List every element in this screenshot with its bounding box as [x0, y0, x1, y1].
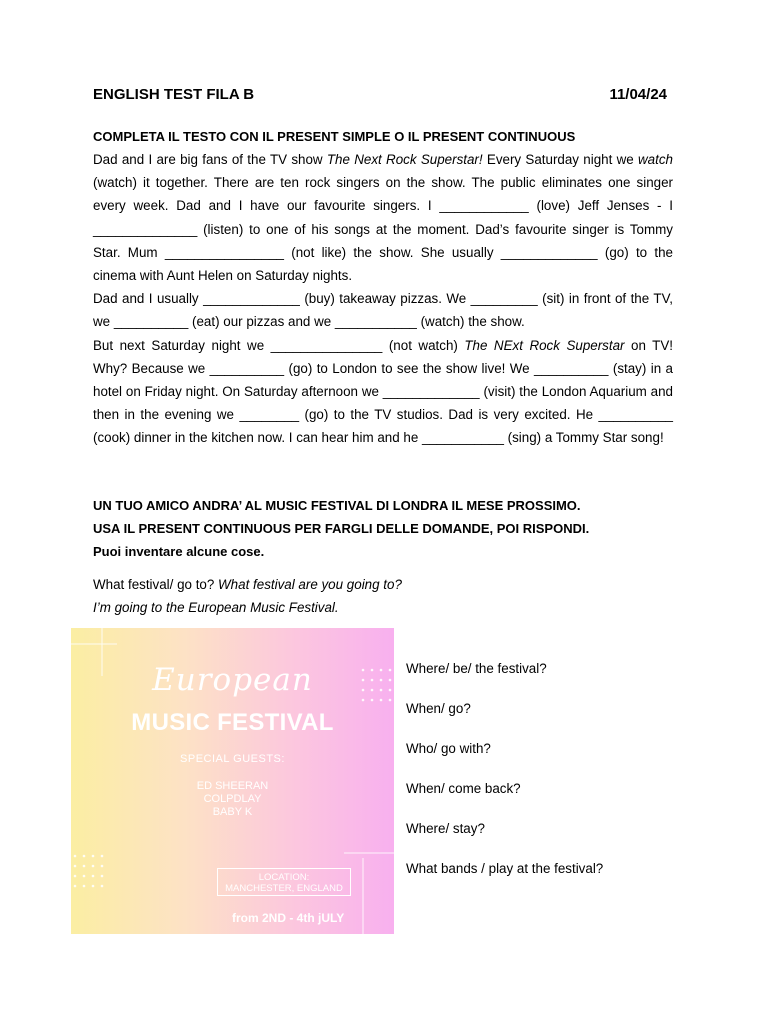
question-item: When/ go? — [406, 701, 471, 716]
poster-location-box — [217, 868, 351, 896]
poster-guest: BABY K — [212, 806, 253, 818]
example-answer: I’m going to the European Music Festival. — [93, 600, 339, 615]
example-line — [93, 573, 673, 596]
section2-instruction-2: USA IL PRESENT CONTINUOUS PER FARGLI DELLE DOMANDE, POI RISPONDI. — [93, 521, 590, 536]
question-item: When/ come back? — [406, 781, 521, 796]
test-title: ENGLISH TEST FILA B — [93, 86, 255, 103]
question-item: Where/ be/ the festival? — [406, 661, 547, 676]
question-item: Where/ stay? — [406, 821, 485, 836]
poster-location-label: LOCATION: — [258, 872, 310, 883]
text-run: (watch) it together. There are ten rock singers on the show. The public eliminates one singer every week. Dad and I have our favourite singers. I ____________ (love) Jeff Jenses - I ______________ (listen) to one of his songs at the moment. Dad’s favourite singer is Tommy Star. Mum ________________ (not like) the show. She usually _____________ (go) to the cinema with Aunt Helen on Saturday nights. — [93, 175, 673, 284]
text-run: Every Saturday night we — [482, 152, 638, 167]
text-run: Dad and I are big fans of the TV show — [93, 152, 327, 167]
example-prompt: What festival/ go to? — [93, 577, 219, 592]
poster-guest: ED SHEERAN — [196, 780, 269, 792]
festival-poster — [71, 628, 394, 934]
text-run: on TV! Why? Because we __________ (go) to London to see the show live! We __________ (stay) in a hotel on Friday night. On Saturday afternoon we _____________ (visit) the London Aquarium and then in the evening we ________ (go) to the TV studios. Dad is very excited. He __________ (cook) dinner in the kitchen now. I can hear him and he ___________ (sing) a Tommy Star song! — [93, 337, 673, 446]
poster-main-title: MUSIC FESTIVAL — [131, 709, 334, 736]
poster-guests-title: SPECIAL GUESTS: — [180, 753, 285, 765]
paragraph-3 — [93, 334, 673, 450]
example-question: What festival are you going to? — [218, 577, 402, 592]
poster-guest: COLPDLAY — [203, 793, 262, 805]
poster-location: MANCHESTER, ENGLAND — [225, 883, 343, 894]
example-line — [93, 596, 673, 619]
show-title: The NExt Rock Superstar — [464, 337, 625, 353]
paragraph-1 — [93, 148, 673, 287]
text-run: But next Saturday night we _______________ (not watch) — [93, 337, 465, 353]
test-header — [93, 86, 667, 108]
section1-text — [93, 148, 673, 450]
poster-dates: from 2ND - 4th jULY — [232, 911, 345, 925]
show-title: The Next Rock Superstar! — [326, 152, 483, 167]
section1-instruction: COMPLETA IL TESTO CON IL PRESENT SIMPLE O IL PRESENT CONTINUOUS — [93, 129, 576, 144]
question-item: Who/ go with? — [406, 741, 491, 756]
paragraph-2: Dad and I usually _____________ (buy) takeaway pizzas. We _________ (sit) in front of the TV, we __________ (eat) our pizzas and we ___________ (watch) the show. — [93, 291, 673, 330]
question-item: What bands / play at the festival? — [406, 861, 604, 876]
test-date: 11/04/24 — [609, 86, 667, 103]
poster-script-title: European — [152, 662, 313, 698]
example-block — [93, 573, 673, 619]
section2-instruction-3: Puoi inventare alcune cose. — [93, 544, 265, 559]
section2-instruction-1: UN TUO AMICO ANDRA’ AL MUSIC FESTIVAL DI LONDRA IL MESE PROSSIMO. — [93, 498, 581, 513]
example-answer: watch — [638, 152, 673, 167]
